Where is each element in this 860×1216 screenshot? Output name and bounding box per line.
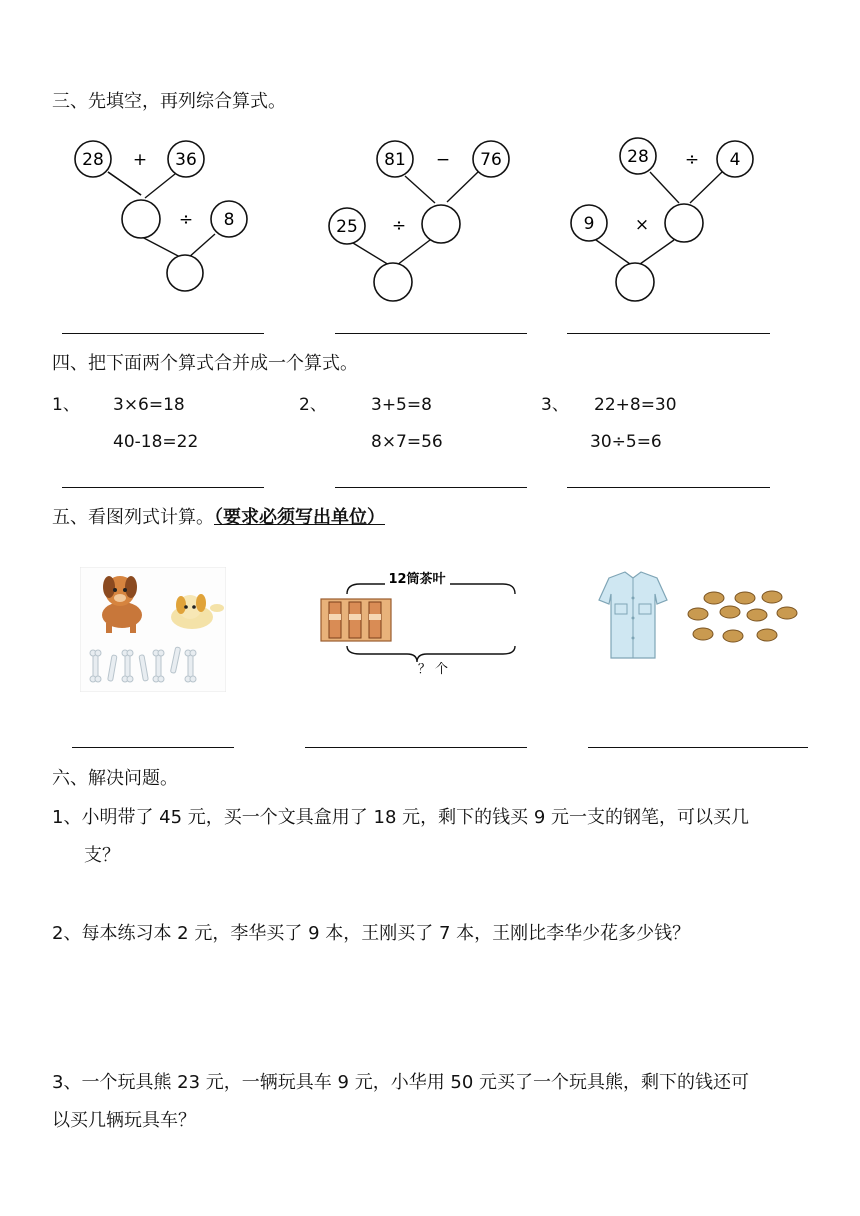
calculation-trees	[0, 130, 860, 310]
answer-line[interactable]	[72, 747, 234, 748]
problem-1-line2: 支？	[84, 845, 120, 866]
coin-icon	[688, 591, 797, 642]
tree1-top-left: 28	[82, 150, 104, 170]
tree1-top-op: +	[132, 150, 148, 170]
section5-title: 五、看图列式计算。	[52, 507, 214, 528]
tree1-top-right: 36	[175, 150, 197, 170]
tree3-top-right: 4	[729, 150, 741, 170]
equation: 22+8=30	[594, 395, 677, 415]
answer-line[interactable]	[335, 333, 527, 334]
blank-circle[interactable]	[167, 255, 203, 291]
tea-cans-picture	[315, 566, 520, 678]
total-label: 12筒茶叶	[388, 572, 446, 587]
tree3-top-op: ÷	[684, 150, 700, 170]
equation: 30÷5=6	[590, 432, 662, 452]
item-index: 1、	[52, 395, 80, 415]
tree-3	[571, 138, 753, 301]
blank-circle[interactable]	[616, 263, 654, 301]
section5-note: （要求必须写出单位）	[214, 507, 385, 528]
equation: 3×6=18	[113, 395, 185, 415]
equation: 40-18=22	[113, 432, 199, 452]
answer-line[interactable]	[588, 747, 808, 748]
tea-box-icon	[321, 599, 391, 641]
tree-2	[329, 141, 509, 301]
tree3-mid-op: ×	[634, 215, 650, 235]
tree2-top-left: 81	[384, 150, 406, 170]
tree2-top-op: −	[435, 150, 451, 170]
problem-1-line1: 1、小明带了 45 元，买一个文具盒用了 18 元，剩下的钱买 9 元一支的钢笔，可以买几	[52, 807, 750, 828]
shirt-icon	[599, 572, 667, 658]
problem-2-line1: 2、每本练习本 2 元，李华买了 9 本，王刚买了 7 本，王刚比李华少花多少钱？	[52, 923, 691, 944]
tree-1	[75, 141, 247, 291]
blank-circle[interactable]	[122, 200, 160, 238]
answer-line[interactable]	[567, 487, 770, 488]
tree2-mid-num: 25	[336, 217, 358, 237]
problem-3-line1: 3、一个玩具熊 23 元，一辆玩具车 9 元，小华用 50 元买了一个玩具熊，剩下的钱还可	[52, 1072, 750, 1093]
answer-line[interactable]	[335, 487, 527, 488]
tree3-top-left: 28	[627, 147, 649, 167]
section6-title: 六、解决问题。	[52, 768, 178, 789]
answer-line[interactable]	[567, 333, 770, 334]
answer-line[interactable]	[62, 487, 264, 488]
equation: 3+5=8	[371, 395, 432, 415]
item-index: 3、	[541, 395, 569, 415]
section4-title: 四、把下面两个算式合并成一个算式。	[52, 353, 358, 374]
blank-circle[interactable]	[374, 263, 412, 301]
tree2-top-right: 76	[480, 150, 502, 170]
answer-line[interactable]	[305, 747, 527, 748]
tree2-mid-op: ÷	[391, 216, 407, 236]
tree1-mid-num: 8	[223, 210, 235, 230]
shirt-coins-picture	[585, 568, 805, 663]
item-index: 2、	[299, 395, 327, 415]
answer-line[interactable]	[62, 333, 264, 334]
tree3-mid-num: 9	[583, 214, 595, 234]
blank-circle[interactable]	[422, 205, 460, 243]
section3-title: 三、先填空，再列综合算式。	[52, 91, 286, 112]
blank-circle[interactable]	[665, 204, 703, 242]
section5-title-row	[52, 506, 385, 530]
tree1-mid-op: ÷	[178, 210, 194, 230]
question-label: ？ 个	[417, 662, 449, 677]
dogs-bones-picture	[80, 567, 226, 692]
problem-3-line2: 以买几辆玩具车？	[52, 1110, 196, 1131]
equation: 8×7=56	[371, 432, 443, 452]
